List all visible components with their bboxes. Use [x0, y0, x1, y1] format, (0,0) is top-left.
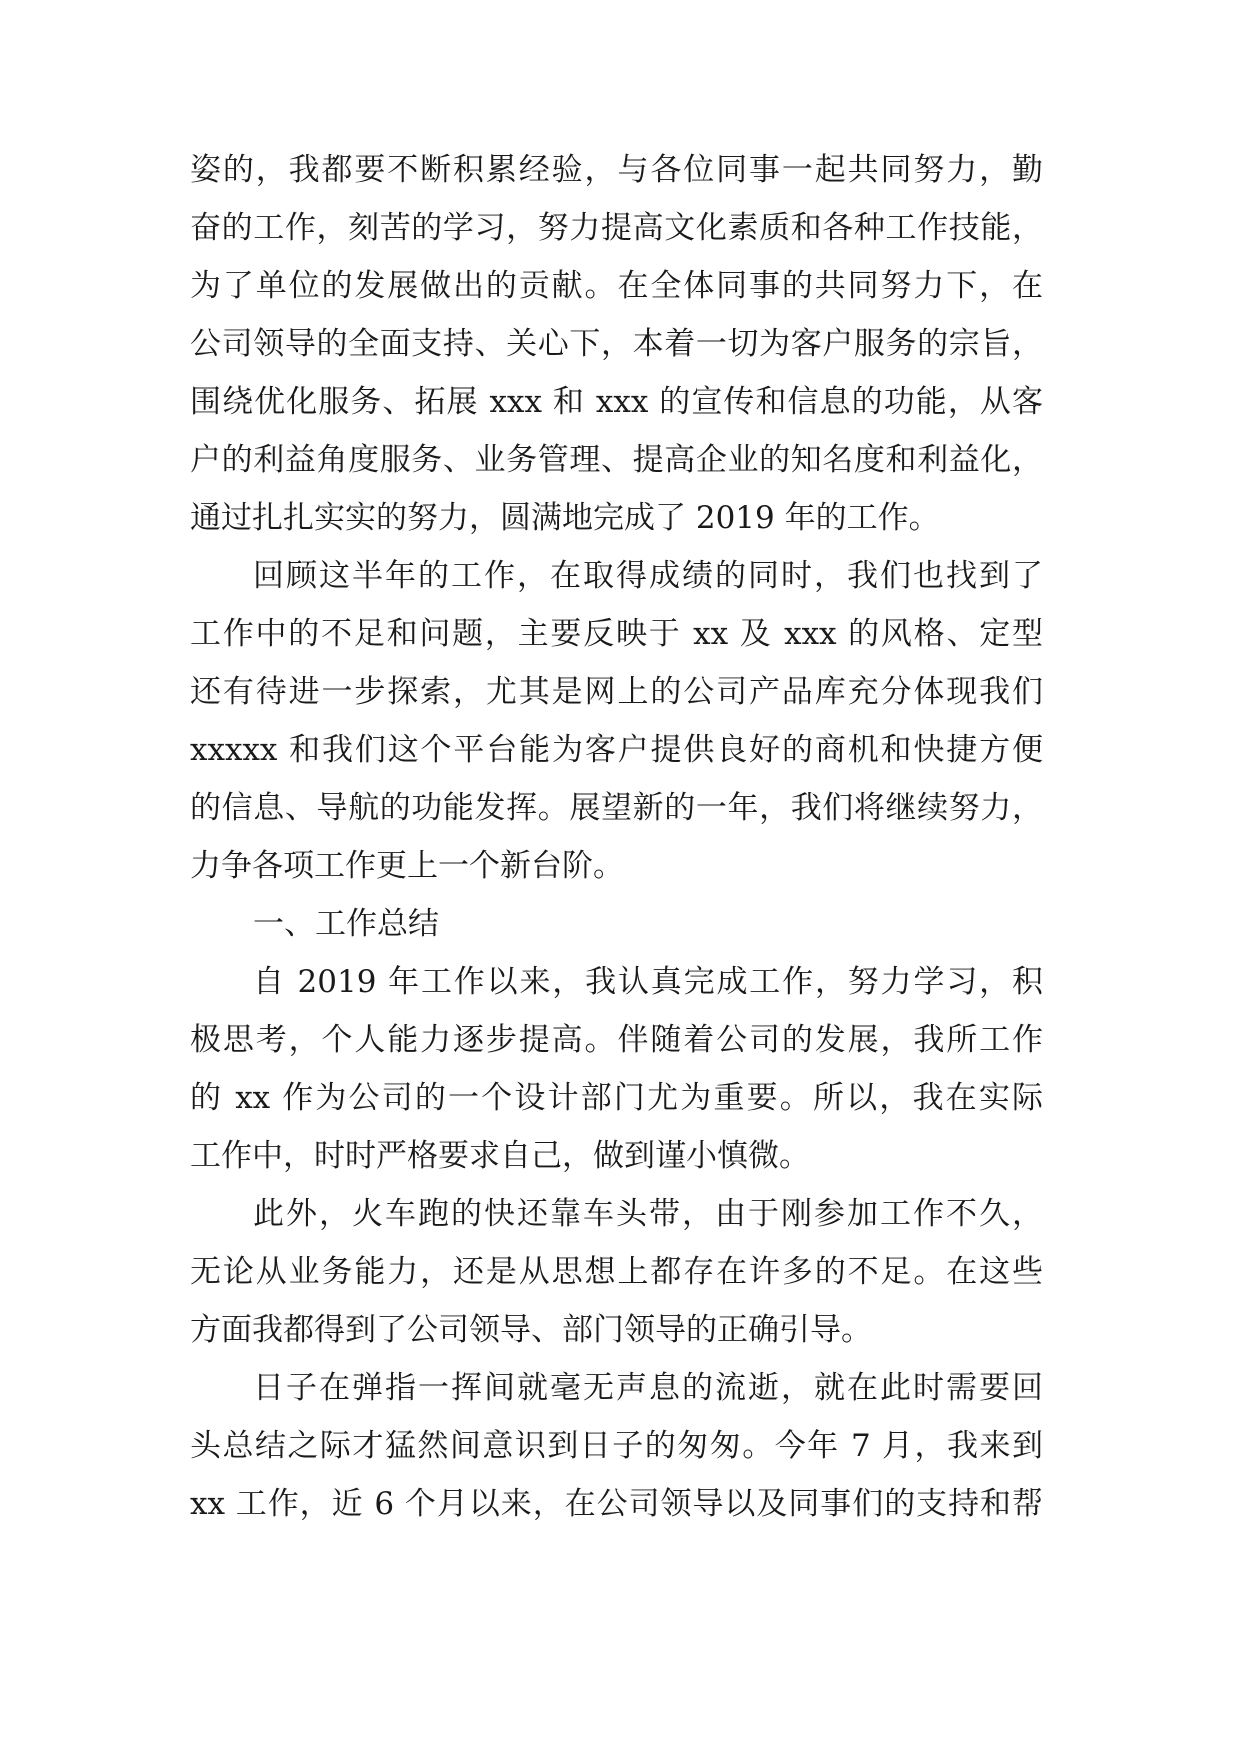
- paragraph-line: 公司领导的全面支持、关心下，本着一切为客户服务的宗旨，: [190, 326, 1043, 362]
- paragraph-line: xxxxx 和我们这个平台能为客户提供良好的商机和快捷方便: [190, 732, 1043, 768]
- paragraph-line: 回顾这半年的工作，在取得成绩的同时，我们也找到了: [253, 558, 1043, 594]
- paragraph-line: 还有待进一步探索，尤其是网上的公司产品库充分体现我们: [190, 674, 1043, 710]
- paragraph-line: 奋的工作，刻苦的学习，努力提高文化素质和各种工作技能，: [190, 210, 1043, 246]
- paragraph-line: 姿的，我都要不断积累经验，与各位同事一起共同努力，勤: [190, 152, 1043, 188]
- paragraph-line: 的 xx 作为公司的一个设计部门尤为重要。所以，我在实际: [190, 1080, 1043, 1116]
- paragraph-line: 的信息、导航的功能发挥。展望新的一年，我们将继续努力，: [190, 790, 1043, 826]
- paragraph-line: xx 工作，近 6 个月以来，在公司领导以及同事们的支持和帮: [190, 1486, 1043, 1522]
- paragraph-line: 户的利益角度服务、业务管理、提高企业的知名度和利益化，: [190, 442, 1043, 478]
- paragraph-line: 为了单位的发展做出的贡献。在全体同事的共同努力下，在: [190, 268, 1043, 304]
- paragraph-line: 此外，火车跑的快还靠车头带，由于刚参加工作不久，: [253, 1196, 1043, 1232]
- paragraph-line: 自 2019 年工作以来，我认真完成工作，努力学习，积: [253, 964, 1043, 1000]
- paragraph-line: 通过扎扎实实的努力，圆满地完成了 2019 年的工作。: [190, 500, 940, 536]
- paragraph-line: 日子在弹指一挥间就毫无声息的流逝，就在此时需要回: [253, 1370, 1043, 1406]
- paragraph-line: 力争各项工作更上一个新台阶。: [190, 848, 624, 884]
- paragraph-line: 无论从业务能力，还是从思想上都存在许多的不足。在这些: [190, 1254, 1043, 1290]
- paragraph-line: 工作中的不足和问题，主要反映于 xx 及 xxx 的风格、定型: [190, 616, 1043, 652]
- paragraph-line: 极思考，个人能力逐步提高。伴随着公司的发展，我所工作: [190, 1022, 1043, 1058]
- paragraph-line: 围绕优化服务、拓展 xxx 和 xxx 的宣传和信息的功能，从客: [190, 384, 1043, 420]
- paragraph-line: 头总结之际才猛然间意识到日子的匆匆。今年 7 月，我来到: [190, 1428, 1043, 1464]
- paragraph-line: 工作中，时时严格要求自己，做到谨小慎微。: [190, 1138, 810, 1174]
- paragraph-line: 方面我都得到了公司领导、部门领导的正确引导。: [190, 1312, 872, 1348]
- section-heading: 一、工作总结: [253, 906, 439, 942]
